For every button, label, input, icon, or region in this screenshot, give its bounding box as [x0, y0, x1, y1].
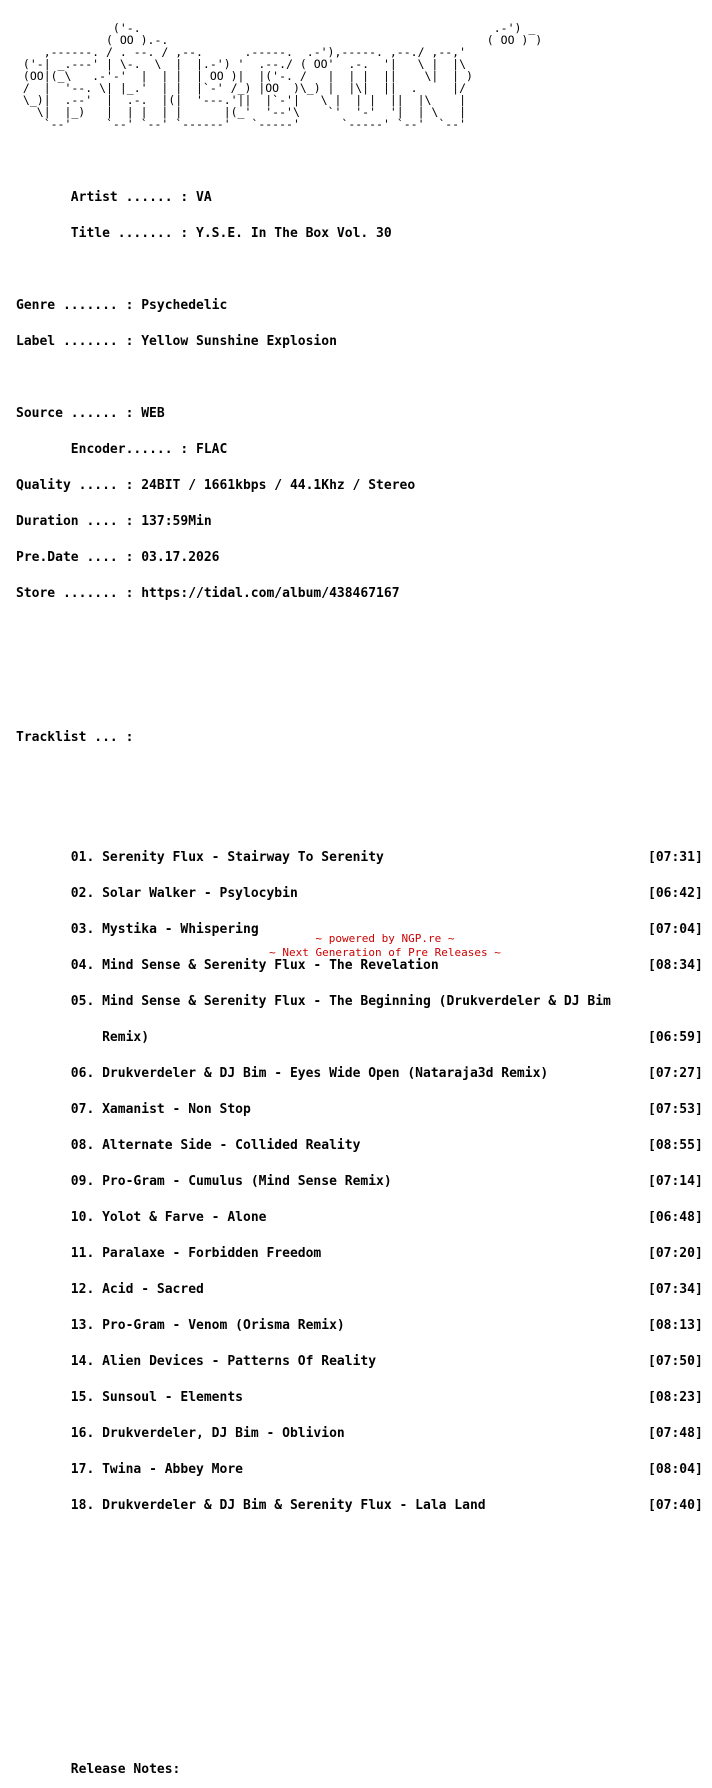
source-value: WEB [141, 406, 165, 421]
track-duration: [07:34] [648, 1282, 703, 1297]
track-duration: [07:20] [648, 1246, 703, 1261]
tracklist-heading: Tracklist ... : [16, 730, 134, 745]
artist-label: Artist ...... : [70, 190, 189, 205]
release-notes-label: Release Notes: [70, 1762, 181, 1777]
logo-line: (OO|(_\ .-'-' | | | | OO )| |('-. / | | | || \| | ) [16, 69, 473, 83]
quality-value: 24BIT / 1661kbps / 44.1Khz / Stereo [141, 478, 416, 493]
track-title: Serenity Flux - Stairway To Serenity [102, 850, 384, 865]
track-number: 10. [70, 1210, 95, 1225]
label-row [16, 336, 611, 348]
track-title: Mystika - Whispering [102, 922, 259, 937]
track-row [16, 1426, 703, 1441]
track-title: Paralaxe - Forbidden Freedom [102, 1246, 322, 1261]
track-title: Mind Sense & Serenity Flux - The Beginning (Drukverdeler & DJ Bim [102, 994, 611, 1009]
track-title: Acid - Sacred [102, 1282, 204, 1297]
track-number: 08. [70, 1138, 95, 1153]
track-duration: [06:48] [648, 1210, 703, 1225]
quality-row [16, 480, 611, 492]
label-value: Yellow Sunshine Explosion [141, 334, 337, 349]
track-title: Yolot & Farve - Alone [102, 1210, 267, 1225]
title-row [16, 228, 611, 240]
source-label: Source ...... : [16, 406, 134, 421]
track-duration: [07:48] [648, 1426, 703, 1441]
track-row [16, 1066, 703, 1081]
track-title-continuation: Remix) [102, 1030, 150, 1045]
artist-value: VA [196, 190, 212, 205]
track-duration: [07:53] [648, 1102, 703, 1117]
track-row [16, 1174, 703, 1189]
track-row [16, 1210, 703, 1225]
track-row [16, 1246, 703, 1261]
track-title: Mind Sense & Serenity Flux - The Revelation [102, 958, 439, 973]
track-number: 15. [70, 1390, 95, 1405]
track-number: 02. [70, 886, 95, 901]
store-label: Store ....... : [16, 586, 134, 601]
track-number: 06. [70, 1066, 95, 1081]
track-row [16, 886, 703, 901]
encoder-label: Encoder...... : [70, 442, 189, 457]
track-duration: [08:34] [648, 958, 703, 973]
track-row [16, 1102, 703, 1117]
encoder-row [16, 444, 611, 456]
track-title: Twina - Abbey More [102, 1462, 243, 1477]
track-row [16, 996, 611, 1008]
track-row [16, 1354, 703, 1369]
duration-value: 137:59Min [141, 514, 212, 529]
pre-date-row [16, 552, 611, 564]
track-title: Solar Walker - Psylocybin [102, 886, 298, 901]
logo-line: \_)| .--' | .-. |(| '---.'|| |`-'| \ | | | || |\ | [16, 93, 467, 107]
track-row [16, 850, 703, 865]
track-duration: [07:40] [648, 1498, 703, 1513]
genre-label: Genre ....... : [16, 298, 134, 313]
track-row [16, 1498, 703, 1513]
track-row [16, 958, 703, 973]
track-number: 16. [70, 1426, 95, 1441]
track-number: 01. [70, 850, 95, 865]
title-label: Title ....... : [70, 226, 189, 241]
track-number: 13. [70, 1318, 95, 1333]
track-number: 18. [70, 1498, 95, 1513]
logo-line: ( OO ).-. ( OO ) ) [16, 33, 543, 47]
track-number: 09. [70, 1174, 95, 1189]
track-title: Drukverdeler & DJ Bim & Serenity Flux - Lala Land [102, 1498, 486, 1513]
track-title: Drukverdeler & DJ Bim - Eyes Wide Open (Nataraja3d Remix) [102, 1066, 549, 1081]
encoder-value: FLAC [196, 442, 228, 457]
quality-label: Quality ..... : [16, 478, 134, 493]
track-title: Alien Devices - Patterns Of Reality [102, 1354, 377, 1369]
logo-line: \| |_) | | | | | |(_' '--'\ `' '-' '| | \ | [16, 105, 467, 119]
logo-line: ,------. / . --. / ,--. .-----. .-'),-----. ,--./ ,--,' [16, 45, 467, 59]
footer [0, 932, 712, 960]
logo-line: ('-. .-') _ [16, 21, 536, 35]
footer-tagline: ~ Next Generation of Pre Releases ~ [269, 946, 501, 959]
logo-line: ('-| _.---' | \-. \ | |.-') ' .--./ ( OO' .-. '| \ | |\ [16, 57, 467, 71]
release-notes-heading [16, 1764, 611, 1776]
track-duration: [08:04] [648, 1462, 703, 1477]
label-label: Label ....... : [16, 334, 134, 349]
track-title: Drukverdeler, DJ Bim - Oblivion [102, 1426, 345, 1441]
track-duration: [08:23] [648, 1390, 703, 1405]
footer-powered-by: ~ powered by NGP.re ~ [315, 932, 455, 945]
track-number: 07. [70, 1102, 95, 1117]
track-title: Pro-Gram - Cumulus (Mind Sense Remix) [102, 1174, 392, 1189]
pre-date-value: 03.17.2026 [141, 550, 220, 565]
duration-row [16, 516, 611, 528]
track-duration: [07:50] [648, 1354, 703, 1369]
track-title: Xamanist - Non Stop [102, 1102, 251, 1117]
logo-line: `--' `--' `--' `------' `-----' `-----' `--' `--' [16, 117, 467, 131]
pre-date-label: Pre.Date .... : [16, 550, 134, 565]
genre-row [16, 300, 611, 312]
track-number: 11. [70, 1246, 95, 1261]
track-duration: [08:13] [648, 1318, 703, 1333]
genre-value: Psychedelic [141, 298, 228, 313]
duration-label: Duration .... : [16, 514, 134, 529]
track-duration: [07:14] [648, 1174, 703, 1189]
track-duration: [07:31] [648, 850, 703, 865]
source-row [16, 408, 611, 420]
track-row [16, 1318, 703, 1333]
track-row [16, 1390, 703, 1405]
store-link[interactable]: https://tidal.com/album/438467167 [141, 586, 400, 601]
track-row [16, 1462, 703, 1477]
ascii-logo [16, 22, 542, 130]
track-duration: [06:42] [648, 886, 703, 901]
logo-line: / | '--. \| |_.' | | |`-' /_) |OO )\_) | |\| || . |/ [16, 81, 467, 95]
track-number: 14. [70, 1354, 95, 1369]
track-number: 03. [70, 922, 95, 937]
track-title: Pro-Gram - Venom (Orisma Remix) [102, 1318, 345, 1333]
track-title: Sunsoul - Elements [102, 1390, 243, 1405]
track-duration: [07:04] [648, 922, 703, 937]
store-row [16, 588, 611, 600]
track-title: Alternate Side - Collided Reality [102, 1138, 361, 1153]
title-value: Y.S.E. In The Box Vol. 30 [196, 226, 392, 241]
nfo-body [16, 168, 703, 1788]
track-row [16, 1282, 703, 1297]
track-number: 17. [70, 1462, 95, 1477]
track-number: 04. [70, 958, 95, 973]
track-duration: [06:59] [648, 1030, 703, 1045]
track-number: 12. [70, 1282, 95, 1297]
track-number: 05. [70, 994, 95, 1009]
track-row [16, 1138, 703, 1153]
artist-row [16, 192, 611, 204]
track-duration: [08:55] [648, 1138, 703, 1153]
track-duration: [07:27] [648, 1066, 703, 1081]
track-row-continuation [16, 1030, 703, 1045]
